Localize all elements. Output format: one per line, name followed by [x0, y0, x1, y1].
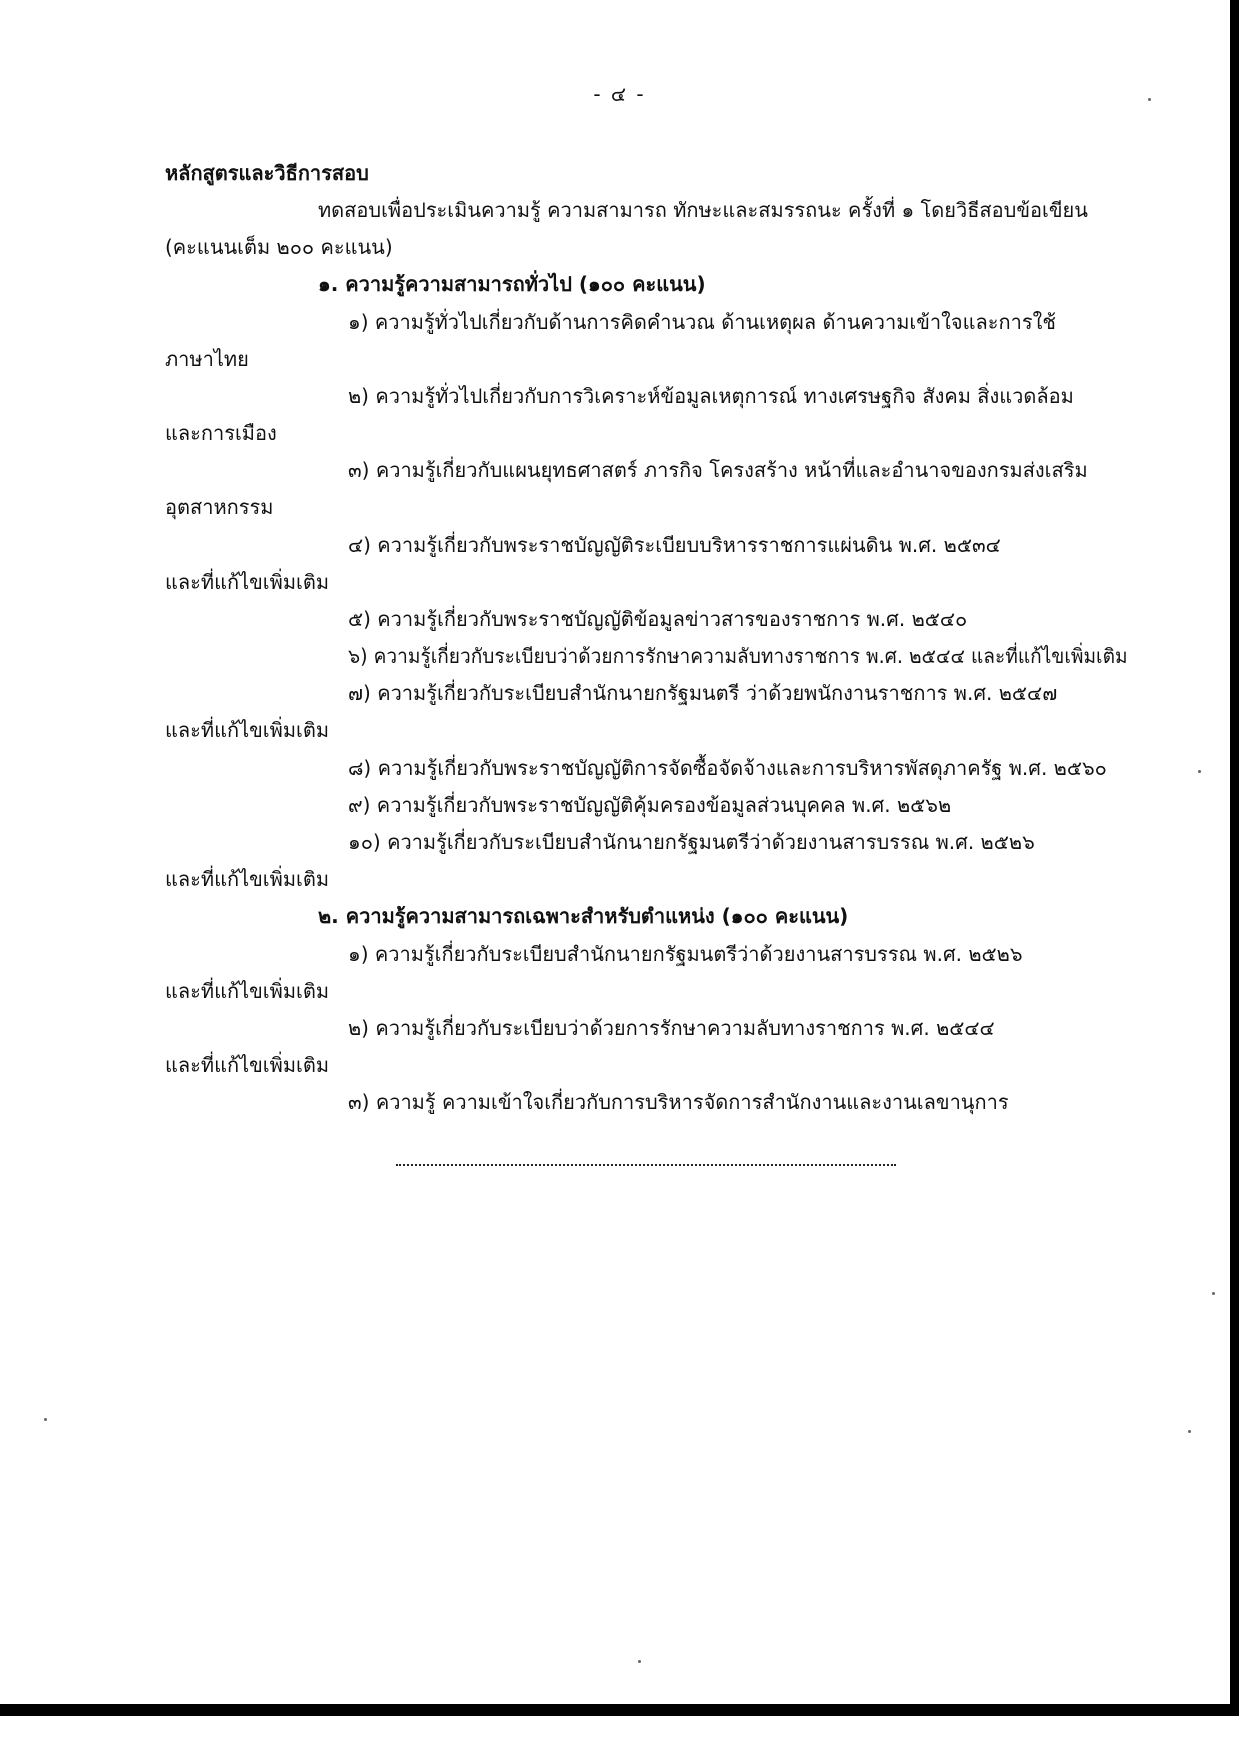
- section-1-item-4: ๔) ความรู้เกี่ยวกับพระราชบัญญัติระเบียบบริหารราชการแผ่นดิน พ.ศ. ๒๕๓๔: [348, 533, 1001, 557]
- scan-speck: [1148, 98, 1151, 101]
- section-2-item-1: ๑) ความรู้เกี่ยวกับระเบียบสำนักนายกรัฐมนตรีว่าด้วยงานสารบรรณ พ.ศ. ๒๕๒๖: [348, 942, 1023, 966]
- section-1-title: ๑. ความรู้ความสามารถทั่วไป (๑๐๐ คะแนน): [318, 272, 706, 296]
- section-1-item-8: ๘) ความรู้เกี่ยวกับพระราชบัญญัติการจัดซื้อจัดจ้างและการบริหารพัสดุภาครัฐ พ.ศ. ๒๕๖๐: [348, 756, 1107, 780]
- section-2-item-1-cont: และที่แก้ไขเพิ่มเติม: [165, 979, 330, 1003]
- scan-speck: [1212, 1292, 1215, 1295]
- intro-line-1: ทดสอบเพื่อประเมินความรู้ ความสามารถ ทักษะและสมรรถนะ ครั้งที่ ๑ โดยวิธีสอบข้อเขียน: [318, 198, 1088, 222]
- section-1-item-10: ๑๐) ความรู้เกี่ยวกับระเบียบสำนักนายกรัฐมนตรีว่าด้วยงานสารบรรณ พ.ศ. ๒๕๒๖: [348, 830, 1035, 854]
- section-1-item-1-cont: ภาษาไทย: [165, 347, 249, 371]
- scan-speck: [1188, 1430, 1191, 1433]
- section-1-item-7-cont: และที่แก้ไขเพิ่มเติม: [165, 718, 330, 742]
- section-1-item-1: ๑) ความรู้ทั่วไปเกี่ยวกับด้านการคิดคำนวณ ด้านเหตุผล ด้านความเข้าใจและการใช้: [348, 310, 1056, 334]
- section-1-item-6: ๖) ความรู้เกี่ยวกับระเบียบว่าด้วยการรักษาความลับทางราชการ พ.ศ. ๒๕๔๔ และที่แก้ไขเพิ่มเติม: [348, 644, 1128, 668]
- scan-border-right: [1230, 0, 1239, 1706]
- scan-speck: [44, 1418, 47, 1421]
- section-2-title: ๒. ความรู้ความสามารถเฉพาะสำหรับตำแหน่ง (๑๐๐ คะแนน): [318, 904, 849, 928]
- section-1-item-2-cont: และการเมือง: [165, 421, 277, 445]
- section-1-item-4-cont: และที่แก้ไขเพิ่มเติม: [165, 570, 330, 594]
- section-1-item-3: ๓) ความรู้เกี่ยวกับแผนยุทธศาสตร์ ภารกิจ โครงสร้าง หน้าที่และอำนาจของกรมส่งเสริม: [348, 458, 1088, 482]
- section-1-item-2: ๒) ความรู้ทั่วไปเกี่ยวกับการวิเคราะห์ข้อมูลเหตุการณ์ ทางเศรษฐกิจ สังคม สิ่งแวดล้อม: [348, 384, 1074, 408]
- page-number: - ๔ -: [593, 82, 646, 106]
- section-2-item-2-cont: และที่แก้ไขเพิ่มเติม: [165, 1053, 330, 1077]
- section-1-item-5: ๕) ความรู้เกี่ยวกับพระราชบัญญัติข้อมูลข่าวสารของราชการ พ.ศ. ๒๕๔๐: [348, 607, 968, 631]
- section-1-item-7: ๗) ความรู้เกี่ยวกับระเบียบสำนักนายกรัฐมนตรี ว่าด้วยพนักงานราชการ พ.ศ. ๒๕๔๗: [348, 681, 1058, 705]
- section-2-item-2: ๒) ความรู้เกี่ยวกับระเบียบว่าด้วยการรักษาความลับทางราชการ พ.ศ. ๒๕๔๔: [348, 1016, 995, 1040]
- page-margin-bottom: [0, 1716, 1239, 1754]
- section-1-item-9: ๙) ความรู้เกี่ยวกับพระราชบัญญัติคุ้มครองข้อมูลส่วนบุคคล พ.ศ. ๒๕๖๒: [348, 793, 952, 817]
- section-1-item-3-cont: อุตสาหกรรม: [165, 495, 274, 519]
- scan-speck: [1198, 770, 1201, 773]
- section-2-item-3: ๓) ความรู้ ความเข้าใจเกี่ยวกับการบริหารจัดการสำนักงานและงานเลขานุการ: [348, 1090, 1009, 1114]
- scan-speck: [638, 1660, 641, 1663]
- heading: หลักสูตรและวิธีการสอบ: [165, 161, 369, 185]
- scan-border-bottom: [0, 1704, 1239, 1716]
- intro-line-2: (คะแนนเต็ม ๒๐๐ คะแนน): [165, 235, 393, 259]
- dotted-separator: [396, 1164, 896, 1166]
- section-1-item-10-cont: และที่แก้ไขเพิ่มเติม: [165, 867, 330, 891]
